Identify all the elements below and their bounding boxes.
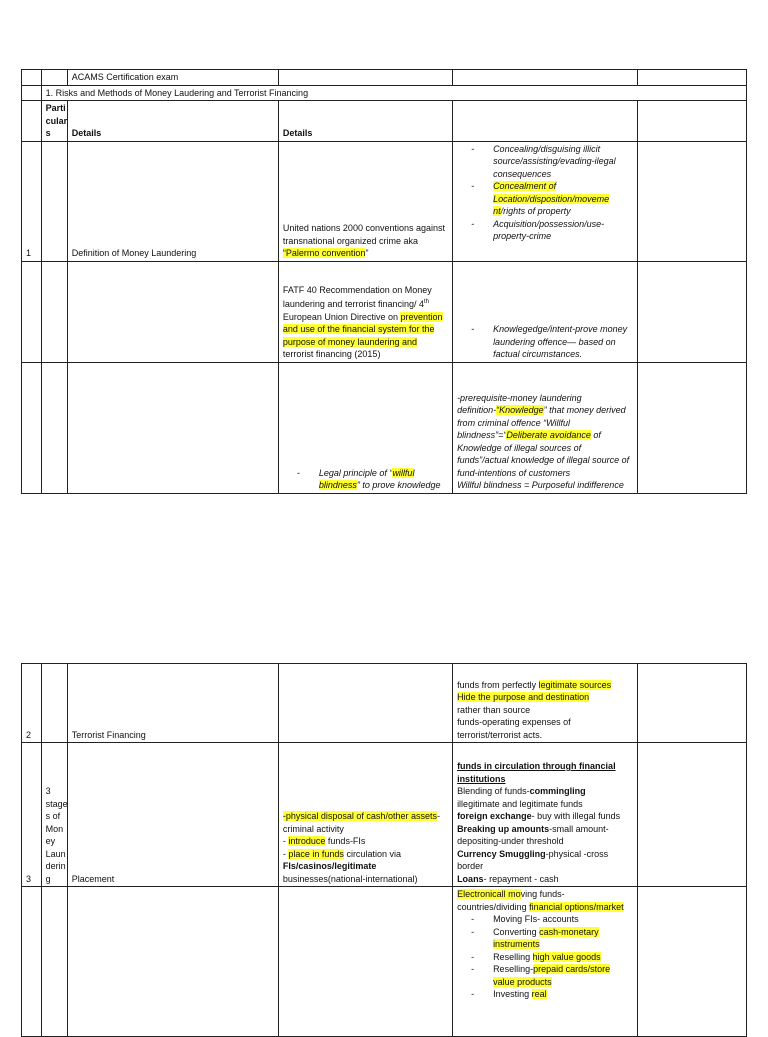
row-number: 1 [22,141,42,261]
table-row [22,743,747,887]
row-number: 3 [22,743,42,887]
list-item: - Reselling-prepaid cards/store value products [457,963,633,988]
table-acams-part2 [21,663,747,1037]
topic-cell: Definition of Money Laundering [67,141,278,261]
fatf-cell: FATF 40 Recommendation on Money laundering and terrorist financing/ 4th European Union Directive on prevention and use of the financial system for the purpose of money laundering and terrorist financing (2015) [278,261,452,362]
list-item: - Knowlegedge/intent-prove money laundering offence— based on factual circumstances. [457,323,633,361]
table-row [22,85,747,101]
knowledge-definition-cell: -prerequisite-money laundering definition-“Knowledge” that money derived from criminal offence “Willful blindness”=“Deliberate avoidance of Knowledge of illegal sources of funds”/actual knowledge of illegal source of fund-intentions of customers Willful blindness = Purposeful indifference [453,362,638,493]
list-item: - Reselling high value goods [457,951,633,964]
list-item: - Investing real [457,988,633,1001]
table-row [22,362,747,493]
header-particulars: Parti cular s [41,101,67,142]
list-item: - Converting cash-monetary instruments [457,926,633,951]
placement-methods-cell: funds in circulation through financial institutions Blending of funds-commingling illegitimate and legitimate funds foreign exchange- buy with illegal funds Breaking up amounts-small amount-depositing-under threshold Currency Smuggling-physical -cross border Loans- repayment - cash [453,743,638,887]
table-row [22,664,747,743]
knowledge-intent-cell [453,261,638,362]
row-number: 2 [22,664,42,743]
placement-details-cell: -physical disposal of cash/other assets-criminal activity - introduce funds-FIs - place in funds circulation via FIs/casinos/legitimate businesses(national-international) [278,743,452,887]
source-cell: United nations 2000 conventions against transnational organized crime aka “Palermo convention” [278,141,452,261]
table-acams-part1 [21,69,747,494]
table-row [22,887,747,1037]
table-header-row [22,101,747,142]
willful-blindness-cell [278,362,452,493]
list-item: - Concealment of Location/disposition/moveme nt/rights of property [457,180,633,218]
section-heading: 1. Risks and Methods of Money Laudering and Terrorist Financing [41,85,746,101]
header-details-1: Details [67,101,278,142]
table-row [22,70,747,86]
list-item: - Acquisition/possession/use-property-crime [457,218,633,243]
document-title: ACAMS Certification exam [67,70,278,86]
stages-label: 3 stage s of Mon ey Laun derin g [41,743,67,887]
table-row [22,261,747,362]
topic-cell: Placement [67,743,278,887]
list-item: - Concealing/disguising illicit source/assisting/evading-ilegal consequences [457,143,633,181]
list-item: - Moving FIs- accounts [457,913,633,926]
header-details-2: Details [278,101,452,142]
topic-cell: Terrorist Financing [67,664,278,743]
layering-methods-cell: Electronicall moving funds-countries/dividing financial options/market - Moving FIs- accounts - Converting cash-monetary instruments - Reselling high value goods - Reselling-prepaid cards/store value products - Investing real [453,887,638,1037]
definition-list-cell [453,141,638,261]
table-row [22,141,747,261]
terrorist-financing-cell: funds from perfectly legitimate sources Hide the purpose and destination rather than source funds-operating expenses of terrorist/terrorist acts. [453,664,638,743]
list-item: - Legal principle of “willful blindness” to prove knowledge [283,467,448,492]
